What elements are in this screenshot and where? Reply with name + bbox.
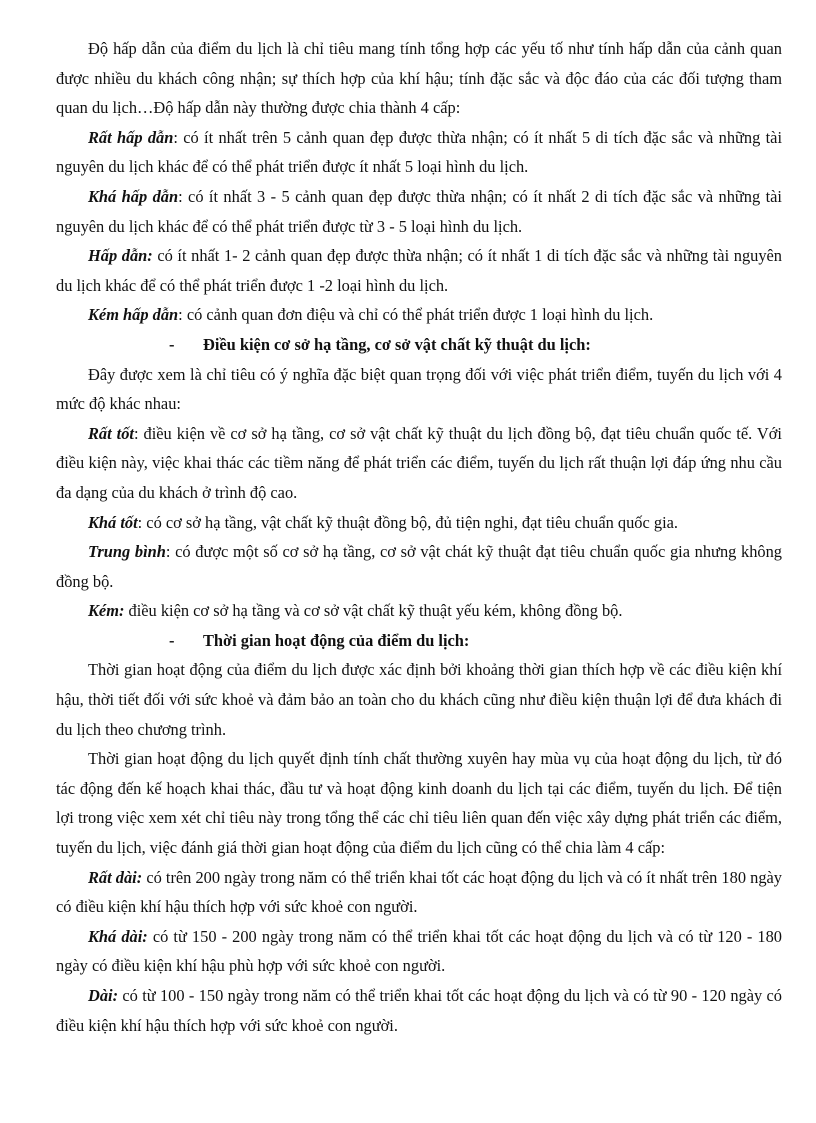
attractiveness-low [56,300,782,330]
intro-paragraph: Độ hấp dẫn của điểm du lịch là chỉ tiêu mang tính tổng hợp các yếu tố như tính hấp dẫn của cảnh quan được nhiều du khách công nhận; sự thích hợp của khí hậu; tính đặc sắc và độc đáo của các đối tượng tham quan du lịch…Độ hấp dẫn này thường được chia thành 4 cấp: [56,39,782,118]
duration-long [56,981,782,1040]
term-label: Khá tốt [88,512,138,532]
bullet-dash: - [169,630,175,650]
duration-fairly-long [56,922,782,981]
attractiveness-medium [56,241,782,300]
term-description: có từ 150 - 200 ngày trong năm có thể triển khai tốt các hoạt động du lịch và có từ 120 - 180 ngày có điều kiện khí hậu phù hợp với sức khoẻ con người. [56,926,782,976]
term-label: Trung bình [88,542,166,562]
term-label: Rất tốt [88,423,134,443]
term-description: : có ít nhất 3 - 5 cảnh quan đẹp được thừa nhận; có ít nhất 2 di tích đặc sắc và những tài nguyên du lịch khác để có thể phát triển được từ 3 - 5 loại hình du lịch. [56,186,782,236]
section-heading-operating-time [56,626,782,656]
infrastructure-average [56,537,782,596]
bullet-dash: - [169,334,175,354]
attractiveness-very-high [56,123,782,182]
term-label: Hấp dẫn: [88,246,153,266]
section-heading-text: Thời gian hoạt động của điểm du lịch: [203,630,470,650]
term-description: : có được một số cơ sở hạ tầng, cơ sở vật chát kỹ thuật đạt tiêu chuẩn quốc gia nhưng không đồng bộ. [56,542,782,591]
section-heading-infrastructure [56,330,782,360]
duration-very-long [56,863,782,922]
operating-time-paragraph-2: Thời gian hoạt động du lịch quyết định tính chất thường xuyên hay mùa vụ của hoạt động du lịch, từ đó tác động đến kế hoạch khai thác, đầu tư và hoạt động kinh doanh du lịch tại các điểm, tuyến du lịch. Để tiện lợi trong việc xem xét chỉ tiêu này trong tổng thể các chỉ tiêu liên quan đến việc xây dựng phát triển các điểm, tuyến du lịch, việc đánh giá thời gian hoạt động của điểm du lịch cũng có thể chia làm 4 cấp: [56,749,782,858]
term-description: : có cảnh quan đơn điệu và chỉ có thể phát triển được 1 loại hình du lịch. [178,305,654,325]
term-label: Khá dài: [88,926,148,946]
term-description: có ít nhất 1- 2 cảnh quan đẹp được thừa nhận; có ít nhất 1 di tích đặc sắc và những tài nguyên du lịch khác để có thể phát triển được 1 -2 loại hình du lịch. [56,246,782,295]
term-description: có trên 200 ngày trong năm có thể triển khai tốt các hoạt động du lịch và có ít nhất trên 180 ngày có điều kiện khí hậu thích hợp với sức khoẻ con người. [56,867,782,917]
term-description: có từ 100 - 150 ngày trong năm có thể triển khai tốt các hoạt động du lịch và có từ 90 - 120 ngày có điều kiện khí hậu thích hợp với sức khoẻ con người. [56,986,782,1035]
term-label: Dài: [88,986,119,1005]
infrastructure-intro-paragraph: Đây được xem là chỉ tiêu có ý nghĩa đặc biệt quan trọng đối với việc phát triển điểm, tuyến du lịch với 4 mức độ khác nhau: [56,364,782,414]
term-label: Khá hấp dẫn [88,186,179,206]
term-description: : có cơ sở hạ tầng, vật chất kỹ thuật đồng bộ, đủ tiện nghi, đạt tiêu chuẩn quốc gia. [137,512,678,532]
infrastructure-fairly-good [56,508,782,538]
operating-time-paragraph-1: Thời gian hoạt động của điểm du lịch được xác định bởi khoảng thời gian thích hợp về các điều kiện khí hậu, thời tiết đối với sức khoẻ và đảm bảo an toàn cho du khách cũng như điều kiện thuận lợi để đưa khách đi du lịch theo chương trình. [56,660,782,739]
term-label: Rất hấp dẫn [88,127,174,147]
term-label: Rất dài: [88,867,143,887]
attractiveness-fairly-high [56,182,782,241]
term-description: điều kiện cơ sở hạ tầng và cơ sở vật chất kỹ thuật yếu kém, không đồng bộ. [124,601,623,621]
section-heading-text: Điều kiện cơ sở hạ tầng, cơ sở vật chất kỹ thuật du lịch: [203,334,591,354]
term-label: Kém: [88,601,125,621]
term-label: Kém hấp dẫn [88,305,179,325]
infrastructure-poor [56,596,782,626]
term-description: : có ít nhất trên 5 cảnh quan đẹp được thừa nhận; có ít nhất 5 di tích đặc sắc và những tài nguyên du lịch khác để có thể phát triển được ít nhất 5 loại hình du lịch. [56,127,783,177]
term-description: : điều kiện về cơ sở hạ tầng, cơ sở vật chất kỹ thuật du lịch đồng bộ, đạt tiêu chuẩn quốc tế. Với điều kiện này, việc khai thác các tiềm năng để phát triển các điểm, tuyến du lịch rất thuận lợi đáp ứng nhu cầu đa dạng của du khách ở trình độ cao. [56,423,782,502]
infrastructure-very-good [56,419,782,508]
